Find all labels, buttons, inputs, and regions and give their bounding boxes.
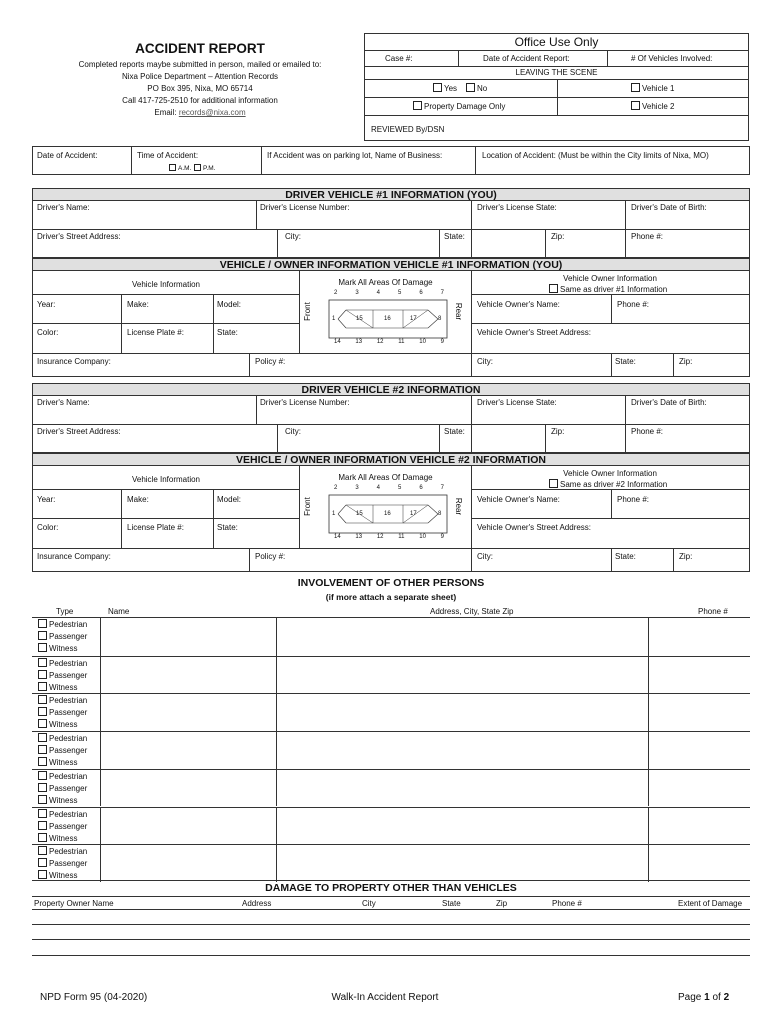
zone-number: 10 [419,534,426,540]
persons-col-address: Address, City, State Zip [430,607,514,616]
owner1-policy-label: Policy #: [255,357,286,366]
owner2-damage-title: Mark All Areas Of Damage [338,473,433,482]
person-passenger-checkbox[interactable] [38,631,47,640]
zone-number: 14 [334,339,341,345]
owner1-owner-info-label: Vehicle Owner Information [563,274,657,283]
persons-col-phone: Phone # [698,607,728,616]
person-witness-checkbox[interactable] [38,833,47,842]
owner1-zip-label: Zip: [679,357,693,366]
person-pedestrian-label: Pedestrian [49,809,88,819]
person-witness-checkbox[interactable] [38,682,47,691]
owner1-front-label: Front [302,302,312,321]
zone-number: 5 [397,290,402,296]
persons-col-name: Name [108,607,130,616]
owner1-state2-label: State: [615,357,636,366]
property-col-extent: Extent of Damage [678,899,743,908]
person-witness-checkbox[interactable] [38,643,47,652]
person-passenger-label: Passenger [49,783,88,793]
leaving-label: LEAVING THE SCENE [515,68,598,77]
driver2-name-label: Driver's Name: [37,398,90,407]
email-link[interactable]: records@nixa.com [178,108,246,117]
person-witness-label: Witness [49,795,78,805]
owner2-policy-label: Policy #: [255,552,286,561]
person-name-cell[interactable] [100,845,276,882]
person-pedestrian-option[interactable] [38,695,87,705]
zone-number: 3 [355,485,359,491]
person-name-cell[interactable] [100,618,276,656]
person-pedestrian-label: Pedestrian [49,734,88,744]
owner2-section-header: VEHICLE / OWNER INFORMATION VEHICLE #2 INFORMATION [32,453,750,466]
persons-subtitle: (if more attach a separate sheet) [325,592,457,602]
zone-number: 3 [355,290,359,296]
owner2-insurance-label: Insurance Company: [37,552,111,561]
header-line3: PO Box 395, Nixa, MO 65714 [147,84,253,93]
person-address-cell[interactable] [276,770,648,807]
am-label: A.M. [178,165,192,172]
person-witness-label: Witness [49,644,78,653]
driver1-street-label: Driver's Street Address: [37,232,121,241]
person-phone-cell[interactable] [648,732,750,769]
owner2-same-as-option[interactable] [549,479,667,489]
reviewed-label: REVIEWED By/DSN [371,125,445,134]
driver1-dob-label: Driver's Date of Birth: [631,203,707,212]
person-pedestrian-checkbox[interactable] [38,733,47,742]
driver1-city-label: City: [285,232,301,241]
header-line2: Nixa Police Department – Attention Records [121,72,279,81]
zone-number: 7 [440,290,444,296]
zone-number: 10 [419,339,426,345]
zone-number: 13 [355,339,363,345]
person-witness-label: Witness [49,720,78,730]
yes-checkbox[interactable] [433,83,442,92]
person-witness-label: Witness [49,682,78,692]
owner2-same-as-label: Same as driver #2 Information [560,480,668,489]
person-passenger-label: Passenger [49,708,88,718]
driver1-phone-label: Phone #: [631,232,664,241]
owner1-city-label: City: [477,357,493,366]
person-row[interactable] [32,693,750,731]
report-title: ACCIDENT REPORT [135,41,265,56]
driver1-license-label: Driver's License Number: [260,203,350,212]
driver1-zip-label: Zip: [551,232,565,241]
owner2-model-label: Model: [217,495,242,504]
person-witness-option[interactable] [38,795,77,805]
yes-label: Yes [444,84,458,93]
footer-center-label: Walk-In Accident Report [331,992,439,1003]
person-address-cell[interactable] [276,845,648,882]
zone-number: 13 [355,534,363,540]
person-witness-label: Witness [49,833,78,843]
property-col-city: City [362,899,376,908]
zone-number: 12 [376,534,384,540]
driver1-section-header: DRIVER VEHICLE #1 INFORMATION (YOU) [32,188,750,201]
person-pedestrian-option[interactable] [38,809,87,819]
zone-number: 2 [334,290,338,296]
driver1-block [32,201,750,258]
zone-number: 11 [398,339,405,345]
owner1-vehicle-info-label: Vehicle Information [131,280,201,289]
owner2-owner-info-label: Vehicle Owner Information [563,469,657,478]
zone-number: 1 [332,511,336,517]
owner2-year-label: Year: [37,495,56,504]
property-section-title: DAMAGE TO PROPERTY OTHER THAN VEHICLES [265,882,517,894]
person-pedestrian-label: Pedestrian [49,696,88,706]
person-pedestrian-option[interactable] [38,771,87,781]
zone-number: 14 [334,534,341,540]
owner1-color-label: Color: [37,328,59,337]
person-row[interactable] [32,807,750,845]
owner1-same-as-option[interactable] [549,284,667,294]
owner2-rear-label: Rear [454,497,464,516]
office-use-box [364,33,749,141]
header-line1: Completed reports maybe submitted in person, mailed or emailed to: [78,60,322,69]
person-address-cell[interactable] [276,694,648,731]
header-line4: Call 417-725-2510 for additional information [122,96,278,105]
owner2-make-label: Make: [127,495,149,504]
persons-section-title: INVOLVEMENT OF OTHER PERSONS [297,577,485,589]
am-checkbox[interactable] [169,164,176,171]
zone-number: 4 [376,290,380,296]
owner2-owner-street-label: Vehicle Owner's Street Address: [477,523,592,532]
footer-page-indicator [678,992,729,1003]
person-address-cell[interactable] [276,808,648,845]
zone-number: 17 [410,511,417,517]
property-damage-label: Property Damage Only [424,102,506,111]
person-passenger-checkbox[interactable] [38,670,47,679]
person-name-cell[interactable] [100,657,276,694]
person-phone-cell[interactable] [648,694,750,731]
property-damage-checkbox[interactable] [413,101,422,110]
zone-number: 7 [440,485,444,491]
zone-number: 1 [332,316,336,322]
driver2-street-label: Driver's Street Address: [37,427,121,436]
property-row-line [32,955,750,956]
owner2-owner-name-label: Vehicle Owner's Name: [477,495,560,504]
person-witness-option[interactable] [38,682,77,692]
driver2-city-label: City: [285,427,301,436]
driver2-zip-label: Zip: [551,427,565,436]
person-pedestrian-option[interactable] [38,619,87,629]
property-row[interactable] [32,940,750,954]
property-col-phone: Phone # [552,899,582,908]
vehicle1-label: Vehicle 1 [642,84,675,93]
office-title: Office Use Only [514,35,599,49]
case-label: Case #: [385,54,413,63]
driver2-license-label: Driver's License Number: [260,398,350,407]
person-passenger-label: Passenger [49,632,88,641]
time-of-accident-label: Time of Accident: [137,151,199,160]
zone-number: 2 [334,485,338,491]
person-name-cell[interactable] [100,808,276,845]
owner1-owner-name-label: Vehicle Owner's Name: [477,300,560,309]
persons-header-row [32,606,750,617]
person-passenger-checkbox[interactable] [38,821,47,830]
property-row[interactable] [32,910,750,924]
person-passenger-checkbox[interactable] [38,783,47,792]
accident-info-row [32,146,750,175]
owner2-top-numbers [334,485,444,491]
owner1-model-label: Model: [217,300,242,309]
no-option[interactable] [466,83,487,93]
parking-lot-label: If Accident was on parking lot, Name of Business: [267,151,443,160]
person-passenger-option[interactable] [38,670,87,680]
page-total: 2 [723,992,730,1003]
vehicle1-checkbox[interactable] [631,83,640,92]
person-pedestrian-checkbox[interactable] [38,619,47,628]
zone-number: 6 [419,290,423,296]
owner1-plate-label: License Plate #: [127,328,184,337]
owner1-bottom-numbers [334,339,444,345]
vehicle2-label: Vehicle 2 [642,102,675,111]
person-row[interactable] [32,656,750,694]
property-table [32,896,750,956]
owner2-city-label: City: [477,552,493,561]
owner2-zip-label: Zip: [679,552,693,561]
no-checkbox[interactable] [466,83,475,92]
person-address-cell[interactable] [276,732,648,769]
person-pedestrian-checkbox[interactable] [38,809,47,818]
vehicle1-option[interactable] [631,83,674,93]
person-passenger-option[interactable] [38,745,87,755]
property-col-owner: Property Owner Name [34,899,114,908]
person-witness-checkbox[interactable] [38,795,47,804]
person-passenger-option[interactable] [38,783,87,793]
page-number: 1 [704,992,710,1003]
person-passenger-option[interactable] [38,858,87,868]
person-passenger-checkbox[interactable] [38,858,47,867]
zone-number: 9 [440,534,444,540]
persons-table [32,617,750,881]
person-pedestrian-label: Pedestrian [49,847,88,857]
owner1-damage-title: Mark All Areas Of Damage [338,278,433,287]
email-prefix: Email: [154,108,179,117]
person-passenger-label: Passenger [49,746,88,756]
zone-number: 5 [397,485,402,491]
owner1-section-header: VEHICLE / OWNER INFORMATION VEHICLE #1 INFORMATION (YOU) [32,258,750,271]
owner1-make-label: Make: [127,300,149,309]
person-phone-cell[interactable] [648,618,750,656]
header-email-line [40,108,360,117]
owner1-owner-street-label: Vehicle Owner's Street Address: [477,328,592,337]
footer-form-number: NPD Form 95 (04-2020) [40,992,148,1003]
driver2-state-label: State: [444,427,465,436]
person-witness-option[interactable] [38,757,77,767]
owner1-top-numbers [334,290,444,296]
person-pedestrian-checkbox[interactable] [38,658,47,667]
zone-number: 8 [438,316,442,322]
zone-number: 15 [356,316,363,322]
owner1-rear-label: Rear [454,302,464,321]
page-prefix: Page [678,992,705,1003]
person-phone-cell[interactable] [648,808,750,845]
owner2-color-label: Color: [37,523,59,532]
location-label: Location of Accident: (Must be within the City limits of Nixa, MO) [482,151,709,160]
driver2-block [32,396,750,453]
person-phone-cell[interactable] [648,770,750,807]
person-pedestrian-option[interactable] [38,658,87,668]
date-report-label: Date of Accident Report: [483,54,570,63]
person-passenger-option[interactable] [38,707,87,717]
person-pedestrian-checkbox[interactable] [38,771,47,780]
person-witness-option[interactable] [38,833,77,843]
owner2-state-label: State: [217,523,238,532]
person-passenger-label: Passenger [49,859,88,869]
driver2-license-state-label: Driver's License State: [477,398,557,407]
person-pedestrian-option[interactable] [38,846,87,856]
person-witness-label: Witness [49,871,78,881]
vehicle2-option[interactable] [631,101,674,111]
person-pedestrian-label: Pedestrian [49,620,88,629]
driver1-state-label: State: [444,232,465,241]
person-passenger-option[interactable] [38,631,87,641]
vehicle2-checkbox[interactable] [631,101,640,110]
pm-option[interactable] [194,164,216,172]
driver2-phone-label: Phone #: [631,427,664,436]
owner1-same-as-label: Same as driver #1 Information [560,285,668,294]
person-passenger-label: Passenger [49,821,88,831]
owner2-same-as-checkbox[interactable] [549,479,558,488]
no-label: No [477,84,488,93]
person-phone-cell[interactable] [648,657,750,694]
zone-number: 6 [419,485,423,491]
zone-number: 4 [376,485,380,491]
person-address-cell[interactable] [276,657,648,694]
owner1-damage-diagram[interactable] [300,271,471,353]
zone-number: 16 [384,511,391,517]
person-pedestrian-label: Pedestrian [49,658,88,668]
person-passenger-label: Passenger [49,670,88,680]
driver2-dob-label: Driver's Date of Birth: [631,398,707,407]
pm-label: P.M. [203,165,216,172]
zone-number: 12 [376,339,384,345]
zone-number: 17 [410,316,417,322]
person-witness-label: Witness [49,758,78,768]
person-passenger-checkbox[interactable] [38,745,47,754]
persons-col-type: Type [56,607,74,616]
property-col-zip: Zip [496,899,508,908]
person-row[interactable] [32,844,750,882]
page-of: of [709,992,724,1003]
person-pedestrian-label: Pedestrian [49,771,88,781]
owner1-year-label: Year: [37,300,56,309]
property-col-state: State [442,899,461,908]
owner1-insurance-label: Insurance Company: [37,357,111,366]
owner2-vehicle-info-label: Vehicle Information [131,475,201,484]
property-damage-option[interactable] [413,101,505,111]
person-witness-checkbox[interactable] [38,719,47,728]
property-col-address: Address [242,899,272,908]
person-pedestrian-checkbox[interactable] [38,846,47,855]
person-passenger-option[interactable] [38,821,87,831]
person-address-cell[interactable] [276,618,648,656]
person-witness-option[interactable] [38,719,77,729]
yes-option[interactable] [433,83,457,93]
person-name-cell[interactable] [100,732,276,769]
zone-number: 9 [440,339,444,345]
zone-number: 8 [438,511,442,517]
zone-number: 16 [384,316,391,322]
pm-checkbox[interactable] [194,164,201,171]
person-row[interactable] [32,769,750,807]
owner2-state2-label: State: [615,552,636,561]
owner2-phone-label: Phone #: [617,495,650,504]
person-passenger-checkbox[interactable] [38,707,47,716]
person-witness-checkbox[interactable] [38,870,47,879]
person-witness-option[interactable] [38,870,77,880]
owner1-block [32,271,750,377]
am-option[interactable] [169,164,191,172]
person-phone-cell[interactable] [648,845,750,882]
owner1-state-label: State: [217,328,238,337]
owner2-block [32,466,750,572]
zone-number: 15 [356,511,363,517]
owner2-plate-label: License Plate #: [127,523,184,532]
person-name-cell[interactable] [100,770,276,807]
owner1-same-as-checkbox[interactable] [549,284,558,293]
num-vehicles-label: # Of Vehicles Involved: [631,54,713,63]
person-pedestrian-option[interactable] [38,733,87,743]
person-pedestrian-checkbox[interactable] [38,695,47,704]
zone-number: 11 [398,534,405,540]
person-witness-option[interactable] [38,643,77,653]
driver1-license-state-label: Driver's License State: [477,203,557,212]
person-name-cell[interactable] [100,694,276,731]
owner2-damage-diagram[interactable] [300,466,471,548]
person-row[interactable] [32,731,750,769]
driver2-section-header: DRIVER VEHICLE #2 INFORMATION [32,383,750,396]
owner2-front-label: Front [302,497,312,516]
owner2-bottom-numbers [334,534,444,540]
person-witness-checkbox[interactable] [38,757,47,766]
property-row[interactable] [32,925,750,939]
person-row[interactable] [32,618,750,656]
owner1-phone-label: Phone #: [617,300,650,309]
driver1-name-label: Driver's Name: [37,203,90,212]
date-of-accident-label: Date of Accident: [37,151,98,160]
